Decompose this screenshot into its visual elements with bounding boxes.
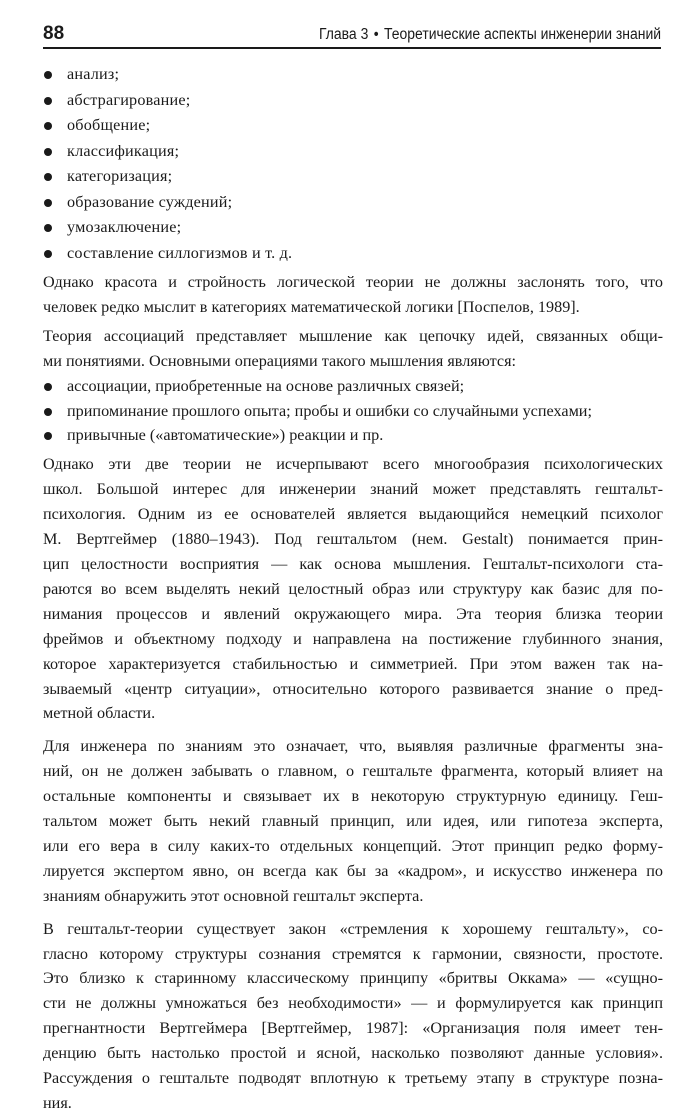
text-line: знаниям обнаружить этот основной гештальт эксперта. [43, 886, 424, 905]
list-item: составление силлогизмов и т. д. [43, 241, 663, 267]
text-line: раются во всем выделять некий целостный образ или структуру как базис для по- [43, 579, 663, 598]
running-head [319, 25, 661, 45]
page-header [43, 23, 661, 49]
text-line: фреймов и объектному подходу и направлена на постижение глубинного знания, [43, 629, 663, 648]
list-item: образование суждений; [43, 190, 663, 216]
list-item: категоризация; [43, 164, 663, 190]
text-line: М. Вертгеймер (1880–1943). Под гештальтом (нем. Gestalt) понимается прин- [43, 530, 663, 549]
text-line: Это близко к старинному классическому принципу «бритвы Оккама» — «сущно- [43, 969, 663, 988]
text-line: Теория ассоциаций представляет мышление как цепочку идей, связанных общи- [43, 326, 663, 345]
list-item: анализ; [43, 62, 663, 88]
text-line: зываемый «центр ситуации», относительно которого развивается знание о пред- [43, 679, 663, 698]
list-item: привычные («автоматические») реакции и пр. [43, 423, 663, 448]
paragraph-logic-theory [43, 270, 663, 320]
list-item: абстрагирование; [43, 88, 663, 114]
text-line: цип целостности восприятия — как основа мышления. Гештальт-психологи ста- [43, 554, 663, 573]
list-item: классификация; [43, 139, 663, 165]
paragraph-good-gestalt-law [43, 917, 663, 1116]
text-line: прегнантности Вертгеймера [Вертгеймер, 1987]: «Организация поля имеет тен- [43, 1019, 663, 1038]
text-line: которое характеризуется стабильностью и симметрией. При этом важен так на- [43, 654, 663, 673]
list-item: ассоциации, приобретенные на основе различных связей; [43, 374, 663, 399]
list-item: обобщение; [43, 113, 663, 139]
page-number: 88 [43, 23, 65, 44]
separator-bullet: • [373, 26, 379, 43]
page-body [43, 62, 663, 1116]
text-line: денцию быть настолько простой и ясной, насколько позволяют данные условия». [43, 1044, 663, 1063]
text-line: ния. [43, 1094, 72, 1112]
text-line: Однако красота и стройность логической теории не должны заслонять того, что [43, 273, 663, 291]
text-line: нимания процессов и явлений окружающего мира. Эта теория близка теории [43, 604, 663, 623]
text-line: остальные компоненты и связывает их в некоторую структурную единицу. Геш- [43, 787, 663, 806]
text-line: гласно которому структуры сознания стремятся к гармонии, связности, простоте. [43, 944, 663, 963]
chapter-title: Теоретические аспекты инженерии знаний [383, 26, 661, 43]
list-item: припоминание прошлого опыта; пробы и ошибки со случайными успехами; [43, 399, 663, 424]
text-line: или его вера в силу каких-то отдельных концепций. Этот принцип редко форму- [43, 836, 663, 855]
thinking-operations-list [43, 62, 663, 266]
text-line: метной области. [43, 704, 156, 723]
paragraph-association-theory [43, 324, 663, 374]
text-line: лируется экспертом явно, он всегда как бы за «кадром», и искусство инженера по [43, 861, 663, 880]
paragraph-knowledge-engineer [43, 734, 663, 908]
text-line: Для инженера по знаниям это означает, что, выявляя различные фрагменты зна- [43, 737, 663, 756]
list-item: умозаключение; [43, 215, 663, 241]
text-line: психология. Одним из ее основателей является выдающийся немецкий психолог [43, 505, 663, 524]
association-operations-list [43, 374, 663, 449]
text-line: сти не должны умножаться без необходимости» — и формулируется как принцип [43, 994, 663, 1013]
text-line: Однако эти две теории не исчерпывают всего многообразия психологических [43, 455, 663, 474]
text-line: тальтом может быть некий главный принцип, или идея, или гипотеза эксперта, [43, 812, 663, 831]
text-line: ний, он не должен забывать о главном, о гештальте фрагмента, который влияет на [43, 762, 663, 781]
text-line: Рассуждения о гештальте подводят вплотную к третьему этапу в структуре позна- [43, 1069, 663, 1088]
text-line: школ. Большой интерес для инженерии знаний может представлять гештальт- [43, 480, 663, 499]
text-line: В гештальт-теории существует закон «стремления к хорошему гештальту», со- [43, 919, 663, 938]
text-line: человек редко мыслит в категориях математической логики [Поспелов, 1989]. [43, 297, 580, 316]
paragraph-gestalt-psychology [43, 452, 663, 726]
text-line: ми понятиями. Основными операциями такого мышления являются: [43, 351, 517, 370]
chapter-label: Глава 3 [318, 26, 369, 43]
